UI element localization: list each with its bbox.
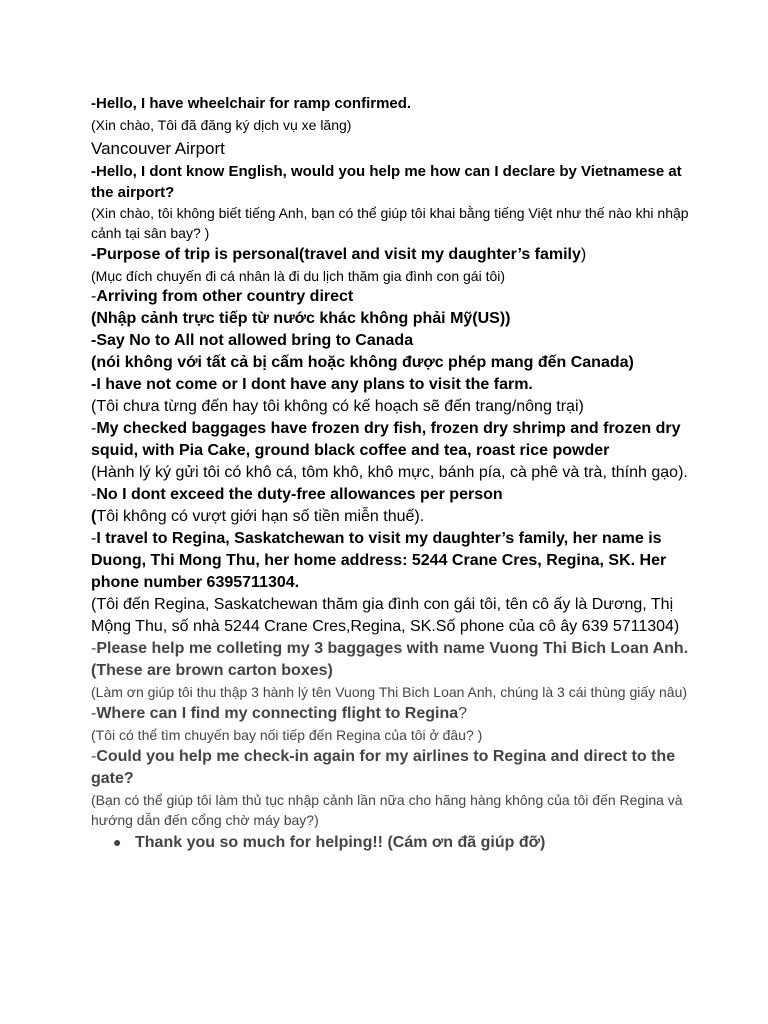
line-arriving-dash: - [91, 288, 97, 305]
line-travel-regina-vi: (Tôi đến Regina, Saskatchewan thăm gia đình con gái tôi, tên cô ấy là Dương, Thị Mộng Thu, số nhà 5244 Crane Cres,Regina, SK.Số phone của cô ây 639 5711304) [91, 596, 680, 635]
line-duty-free-vi-text: Tôi không có vượt giới hạn số tiền miễn thuế). [96, 508, 425, 525]
line-travel-regina-text: I travel to Regina, Saskatchewan to visit my daughter’s family, her name is Duong, Thi Mong Thu, her home address: 5244 Crane Cres, Regina, SK. Her phone number 6395711304. [91, 530, 667, 591]
line-check-in-vi: (Bạn có thể giúp tôi làm thủ tục nhập cảnh lần nữa cho hãng hàng không của tôi đến Regina và hướng dẫn đến cổng chờ máy bay?) [91, 792, 683, 828]
line-declare: -Hello, I dont know English, would you help me how can I declare by Vietnamese at the airport? [91, 163, 682, 201]
line-baggages [91, 418, 691, 462]
list-item-thank-you [113, 831, 691, 854]
line-travel-regina [91, 528, 691, 594]
line-wheelchair-vi: (Xin chào, Tôi đã đăng ký dịch vụ xe lăng) [91, 117, 352, 133]
line-check-in-text: Could you help me check-in again for my airlines to Regina and direct to the gate? [91, 748, 676, 787]
line-farm-vi: (Tôi chưa từng đến hay tôi không có kế hoạch sẽ đến trang/nông trại) [91, 398, 584, 415]
line-collect-baggage-text: Please help me colleting my 3 baggages with name Vuong Thi Bich Loan Anh. (These are brown carton boxes) [91, 640, 689, 679]
line-duty-free [91, 484, 691, 506]
line-collect-baggage-vi: (Làm ơn giúp tôi thu thập 3 hành lý tên Vuong Thi Bich Loan Anh, chúng là 3 cái thùng giấy nâu) [91, 684, 688, 700]
line-arriving [91, 286, 691, 308]
line-check-in-dash: - [91, 748, 97, 765]
line-purpose-paren: ) [580, 246, 587, 263]
line-collect-baggage [91, 638, 691, 682]
line-wheelchair: -Hello, I have wheelchair for ramp confirmed. [91, 95, 412, 112]
line-collect-baggage-dash: - [91, 640, 97, 657]
line-connecting-flight-dash: - [91, 705, 97, 722]
line-thank-you: Thank you so much for helping!! (Cám ơn đã giúp đỡ) [135, 834, 546, 851]
line-travel-regina-dash: - [91, 530, 97, 547]
heading-vancouver-airport: Vancouver Airport [91, 139, 225, 158]
line-purpose [91, 244, 691, 266]
document-page [91, 91, 691, 854]
line-duty-free-text: No I dont exceed the duty-free allowances per person [96, 486, 503, 503]
line-arriving-vi: (Nhập cảnh trực tiếp từ nước khác không phải Mỹ(US)) [91, 310, 511, 327]
line-arriving-text: Arriving from other country direct [96, 288, 354, 305]
line-connecting-flight-qmark: ? [458, 705, 468, 722]
line-declare-vi: (Xin chào, tôi không biết tiếng Anh, bạn có thể giúp tôi khai bằng tiếng Việt như thế nào khi nhập cảnh tại sân bay? ) [91, 205, 689, 241]
line-baggages-vi: (Hành lý ký gửi tôi có khô cá, tôm khô, khô mực, bánh pía, cà phê và trà, thính gạo). [91, 464, 688, 481]
line-connecting-flight-text: Where can I find my connecting flight to Regina [96, 705, 459, 722]
line-connecting-flight [91, 703, 691, 725]
line-check-in [91, 746, 691, 790]
line-say-no-vi: (nói không với tất cả bị cấm hoặc không được phép mang đến Canada) [91, 354, 634, 371]
line-purpose-text: -Purpose of trip is personal(travel and visit my daughter’s family [91, 246, 581, 263]
bullet-icon: ● [113, 834, 122, 850]
line-baggages-text: My checked baggages have frozen dry fish, frozen dry shrimp and frozen dry squid, with Pia Cake, ground black coffee and tea, roast rice powder [91, 420, 681, 459]
line-purpose-vi: (Mục đích chuyến đi cá nhân là đi du lịch thăm gia đình con gái tôi) [91, 268, 506, 284]
line-duty-free-dash: - [91, 486, 97, 503]
line-farm: -I have not come or I dont have any plans to visit the farm. [91, 376, 533, 393]
line-duty-free-vi-paren: ( [91, 508, 97, 525]
line-connecting-flight-vi: (Tôi có thể tìm chuyến bay nối tiếp đến Regina của tôi ở đâu? ) [91, 727, 483, 743]
line-duty-free-vi [91, 506, 691, 528]
line-say-no: -Say No to All not allowed bring to Canada [91, 332, 414, 349]
line-baggages-dash: - [91, 420, 97, 437]
